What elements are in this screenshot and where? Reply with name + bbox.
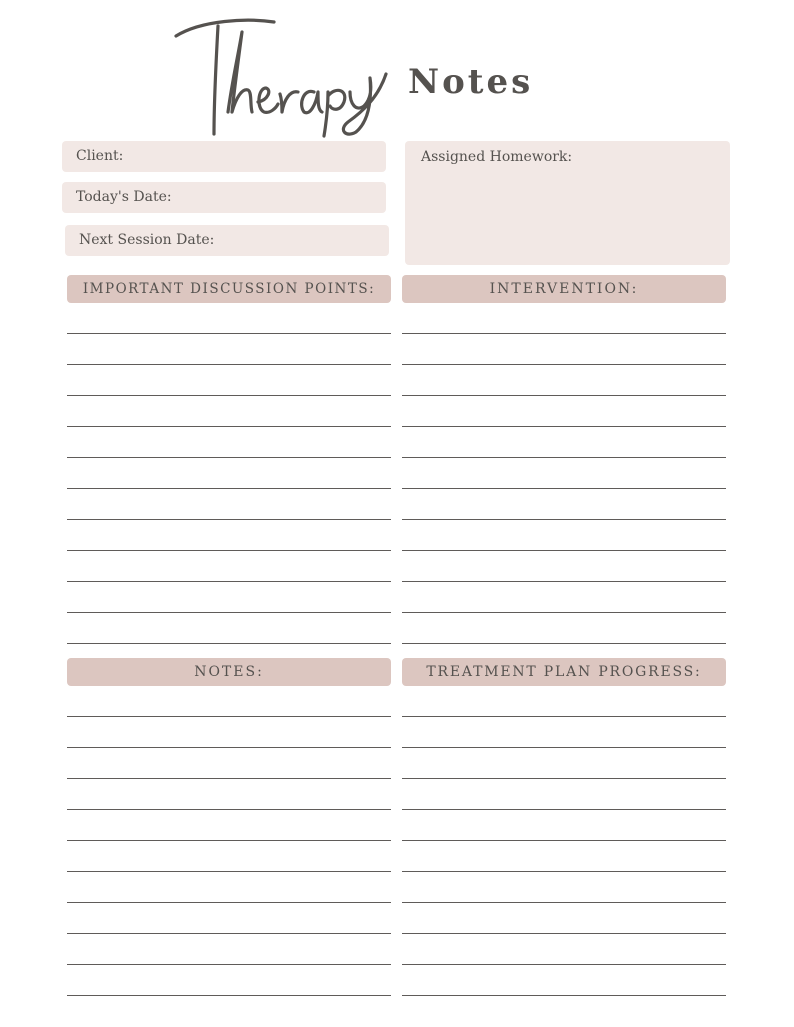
writing-line [402,778,726,779]
treatment-plan-progress-header: TREATMENT PLAN PROGRESS: [402,658,726,686]
writing-line [67,933,391,934]
writing-line [67,457,391,458]
assigned-homework-label: Assigned Homework: [421,149,573,165]
writing-line [402,519,726,520]
writing-line [67,426,391,427]
title-script [172,12,392,142]
writing-line [67,643,391,644]
writing-line [67,333,391,334]
writing-line [402,333,726,334]
writing-line [402,364,726,365]
next-session-date-label: Next Session Date: [79,232,215,248]
writing-line [67,364,391,365]
writing-line [402,716,726,717]
writing-line [67,840,391,841]
writing-line [402,426,726,427]
writing-line [67,612,391,613]
todays-date-label: Today's Date: [76,189,172,205]
writing-line [67,581,391,582]
therapy-script-lettering [172,12,392,142]
writing-line [67,809,391,810]
next-session-date-field[interactable] [65,225,389,256]
writing-line [67,488,391,489]
writing-line [402,643,726,644]
writing-line [402,964,726,965]
discussion-points-header: IMPORTANT DISCUSSION POINTS: [67,275,391,303]
writing-line [67,902,391,903]
writing-line [402,747,726,748]
writing-line [402,871,726,872]
writing-line [402,995,726,996]
writing-line [402,488,726,489]
client-label: Client: [76,148,124,164]
writing-line [67,395,391,396]
notes-header: NOTES: [67,658,391,686]
writing-line [67,716,391,717]
todays-date-field[interactable] [62,182,386,213]
writing-line [402,457,726,458]
title-notes-word: Notes [408,62,534,102]
writing-line [67,995,391,996]
writing-line [67,747,391,748]
writing-line [67,964,391,965]
writing-line [402,840,726,841]
writing-line [67,871,391,872]
writing-line [67,550,391,551]
writing-line [402,581,726,582]
writing-line [402,809,726,810]
writing-line [67,519,391,520]
writing-line [67,778,391,779]
writing-line [402,550,726,551]
writing-line [402,933,726,934]
client-field[interactable] [62,141,386,172]
assigned-homework-box[interactable] [405,141,730,265]
intervention-header: INTERVENTION: [402,275,726,303]
writing-line [402,902,726,903]
writing-line [402,612,726,613]
writing-line [402,395,726,396]
